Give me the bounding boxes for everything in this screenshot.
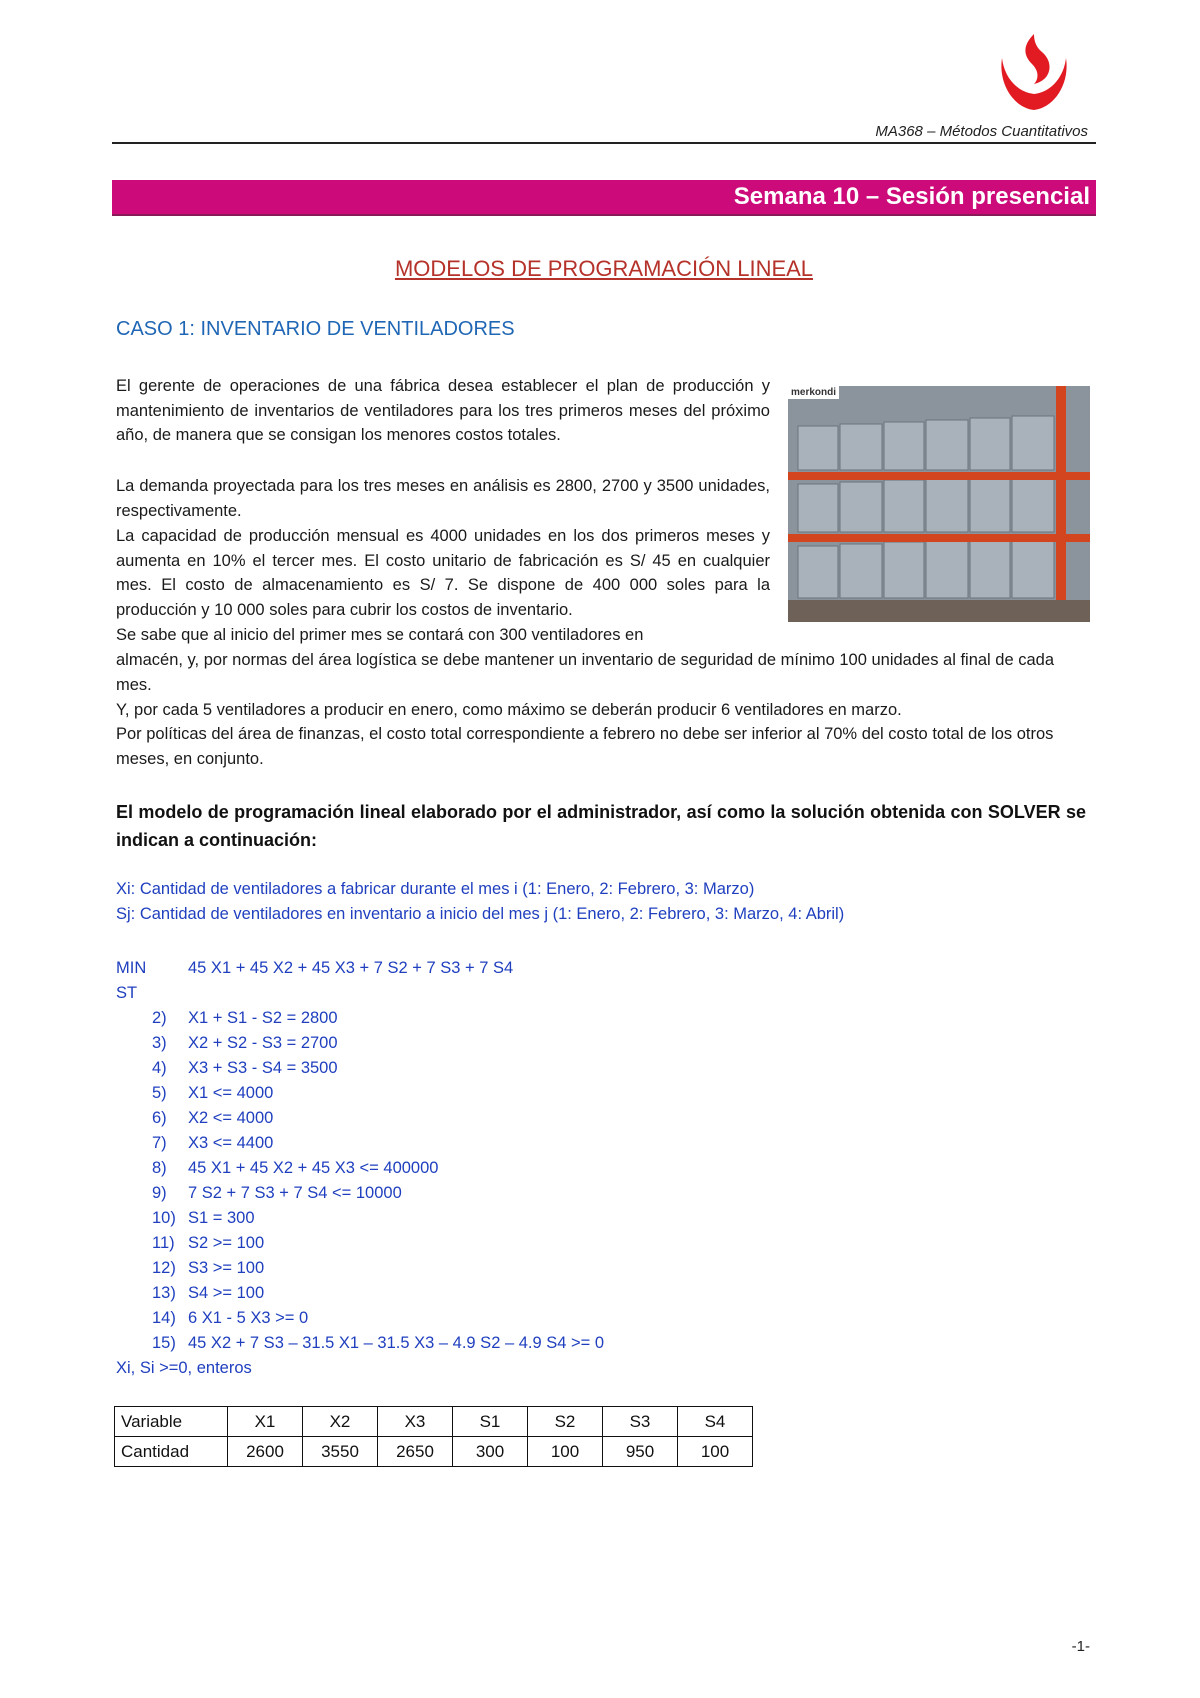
domain-row [116, 1356, 513, 1381]
constraint-row [116, 1181, 513, 1206]
table-cell: 100 [678, 1437, 753, 1467]
table-row-label: Cantidad [115, 1437, 228, 1467]
constraint-number: 3) [152, 1034, 167, 1052]
constraint-number: 8) [152, 1159, 167, 1177]
objective-function: 45 X1 + 45 X2 + 45 X3 + 7 S2 + 7 S3 + 7 S4 [188, 959, 514, 977]
constraint-expression: 45 X2 + 7 S3 – 31.5 X1 – 31.5 X3 – 4.9 S2 – 4.9 S4 >= 0 [188, 1334, 605, 1352]
constraint-row [116, 1006, 513, 1031]
table-header-cell: X3 [378, 1407, 453, 1437]
constraint-number: 15) [152, 1334, 176, 1352]
constraint-row [116, 1131, 513, 1156]
constraint-number: 12) [152, 1259, 176, 1277]
constraint-row [116, 1156, 513, 1181]
objective-row [116, 956, 513, 981]
table-row-label: Variable [115, 1407, 228, 1437]
paragraph-ratio: Y, por cada 5 ventiladores a producir en enero, como máximo se deberán producir 6 ventiladores en marzo. [116, 701, 902, 719]
constraint-expression: X1 + S1 - S2 = 2800 [188, 1009, 338, 1027]
constraint-expression: 7 S2 + 7 S3 + 7 S4 <= 10000 [188, 1184, 402, 1202]
paragraph-demand: La demanda proyectada para los tres meses en análisis es 2800, 2700 y 3500 unidades, respectivamente. [116, 477, 770, 520]
table-cell: 2650 [378, 1437, 453, 1467]
constraint-number: 9) [152, 1184, 167, 1202]
model-intro: El modelo de programación lineal elaborado por el administrador, así como la solución obtenida con SOLVER se indican a continuación: [116, 802, 1086, 850]
constraint-expression: X1 <= 4000 [188, 1084, 274, 1102]
upc-logo [994, 30, 1074, 114]
constraint-row [116, 1256, 513, 1281]
table-cell: 100 [528, 1437, 603, 1467]
table-header-cell: S2 [528, 1407, 603, 1437]
min-keyword: MIN [116, 959, 147, 977]
solution-table [114, 1406, 753, 1467]
table-cell: 2600 [228, 1437, 303, 1467]
definition-sj: Sj: Cantidad de ventiladores en inventario a inicio del mes j (1: Enero, 2: Febrero, 3: Marzo, 4: Abril) [116, 905, 845, 923]
constraint-number: 2) [152, 1009, 167, 1027]
constraint-row [116, 1206, 513, 1231]
warehouse-photo [788, 386, 1090, 622]
constraint-row [116, 1056, 513, 1081]
course-code: MA368 – Métodos Cuantitativos [875, 123, 1088, 140]
domain-statement: Xi, Si >=0, enteros [116, 1359, 252, 1377]
constraint-row [116, 1281, 513, 1306]
paragraph-safety-stock: almacén, y, por normas del área logística se debe mantener un inventario de seguridad de mínimo 100 unidades al final de cada mes. [116, 651, 1055, 694]
table-header-cell: S4 [678, 1407, 753, 1437]
paragraph-capacity: La capacidad de producción mensual es 4000 unidades en los dos primeros meses y aumenta en 10% el tercer mes. El costo unitario de fabricación es S/ 45 en cualquier mes. El costo de almacenamiento es S/ 7. Se dispone de 400 000 soles para la producción y 10 000 soles para cubrir los costos de inventario. [116, 527, 770, 620]
constraint-expression: 6 X1 - 5 X3 >= 0 [188, 1309, 309, 1327]
constraint-row [116, 1231, 513, 1256]
constraint-list [116, 1006, 605, 1356]
case-title: CASO 1: INVENTARIO DE VENTILADORES [116, 318, 515, 340]
constraint-row [116, 1081, 513, 1106]
table-row [115, 1407, 753, 1437]
paragraph-intro: El gerente de operaciones de una fábrica desea establecer el plan de producción y mantenimiento de inventarios de ventiladores para los tres primeros meses del próximo año, de manera que se consigan los menores costos totales. [116, 377, 770, 445]
table-header-cell: X1 [228, 1407, 303, 1437]
constraint-row [116, 1331, 605, 1356]
table-cell: 3550 [303, 1437, 378, 1467]
constraint-number: 5) [152, 1084, 167, 1102]
constraint-number: 11) [152, 1234, 175, 1252]
table-row [115, 1437, 753, 1467]
constraint-row [116, 1306, 513, 1331]
table-header-cell: S3 [603, 1407, 678, 1437]
constraint-expression: S2 >= 100 [188, 1234, 265, 1252]
table-cell: 300 [453, 1437, 528, 1467]
constraint-number: 6) [152, 1109, 167, 1127]
photo-brand-tag: merkondi [788, 386, 839, 399]
constraint-expression: S1 = 300 [188, 1209, 255, 1227]
header-rule [112, 142, 1096, 144]
subject-to-row [116, 981, 513, 1006]
constraint-number: 14) [152, 1309, 176, 1327]
page-number: -1- [1071, 1638, 1090, 1655]
session-banner-text: Semana 10 – Sesión presencial [733, 183, 1090, 210]
paragraph-finance: Por políticas del área de finanzas, el costo total correspondiente a febrero no debe ser inferior al 70% del costo total de los otros meses, en conjunto. [116, 725, 1054, 768]
constraint-expression: X2 + S2 - S3 = 2700 [188, 1034, 338, 1052]
definition-xi: Xi: Cantidad de ventiladores a fabricar durante el mes i (1: Enero, 2: Febrero, 3: Marzo) [116, 880, 755, 898]
constraint-number: 4) [152, 1059, 167, 1077]
constraint-row [116, 1106, 513, 1131]
paragraph-initial-stock: Se sabe que al inicio del primer mes se contará con 300 ventiladores en [116, 626, 644, 644]
constraint-expression: X3 <= 4400 [188, 1134, 274, 1152]
constraint-expression: 45 X1 + 45 X2 + 45 X3 <= 400000 [188, 1159, 439, 1177]
constraint-number: 10) [152, 1209, 176, 1227]
constraint-expression: S3 >= 100 [188, 1259, 265, 1277]
constraint-number: 7) [152, 1134, 167, 1152]
session-banner [112, 180, 1096, 216]
constraint-expression: X2 <= 4000 [188, 1109, 274, 1127]
constraint-expression: S4 >= 100 [188, 1284, 265, 1302]
document-title: MODELOS DE PROGRAMACIÓN LINEAL [394, 256, 814, 281]
constraint-expression: X3 + S3 - S4 = 3500 [188, 1059, 338, 1077]
table-header-cell: X2 [303, 1407, 378, 1437]
constraint-row [116, 1031, 513, 1056]
st-keyword: ST [116, 984, 138, 1002]
lp-model [116, 956, 605, 1381]
table-cell: 950 [603, 1437, 678, 1467]
constraint-number: 13) [152, 1284, 176, 1302]
table-header-cell: S1 [453, 1407, 528, 1437]
